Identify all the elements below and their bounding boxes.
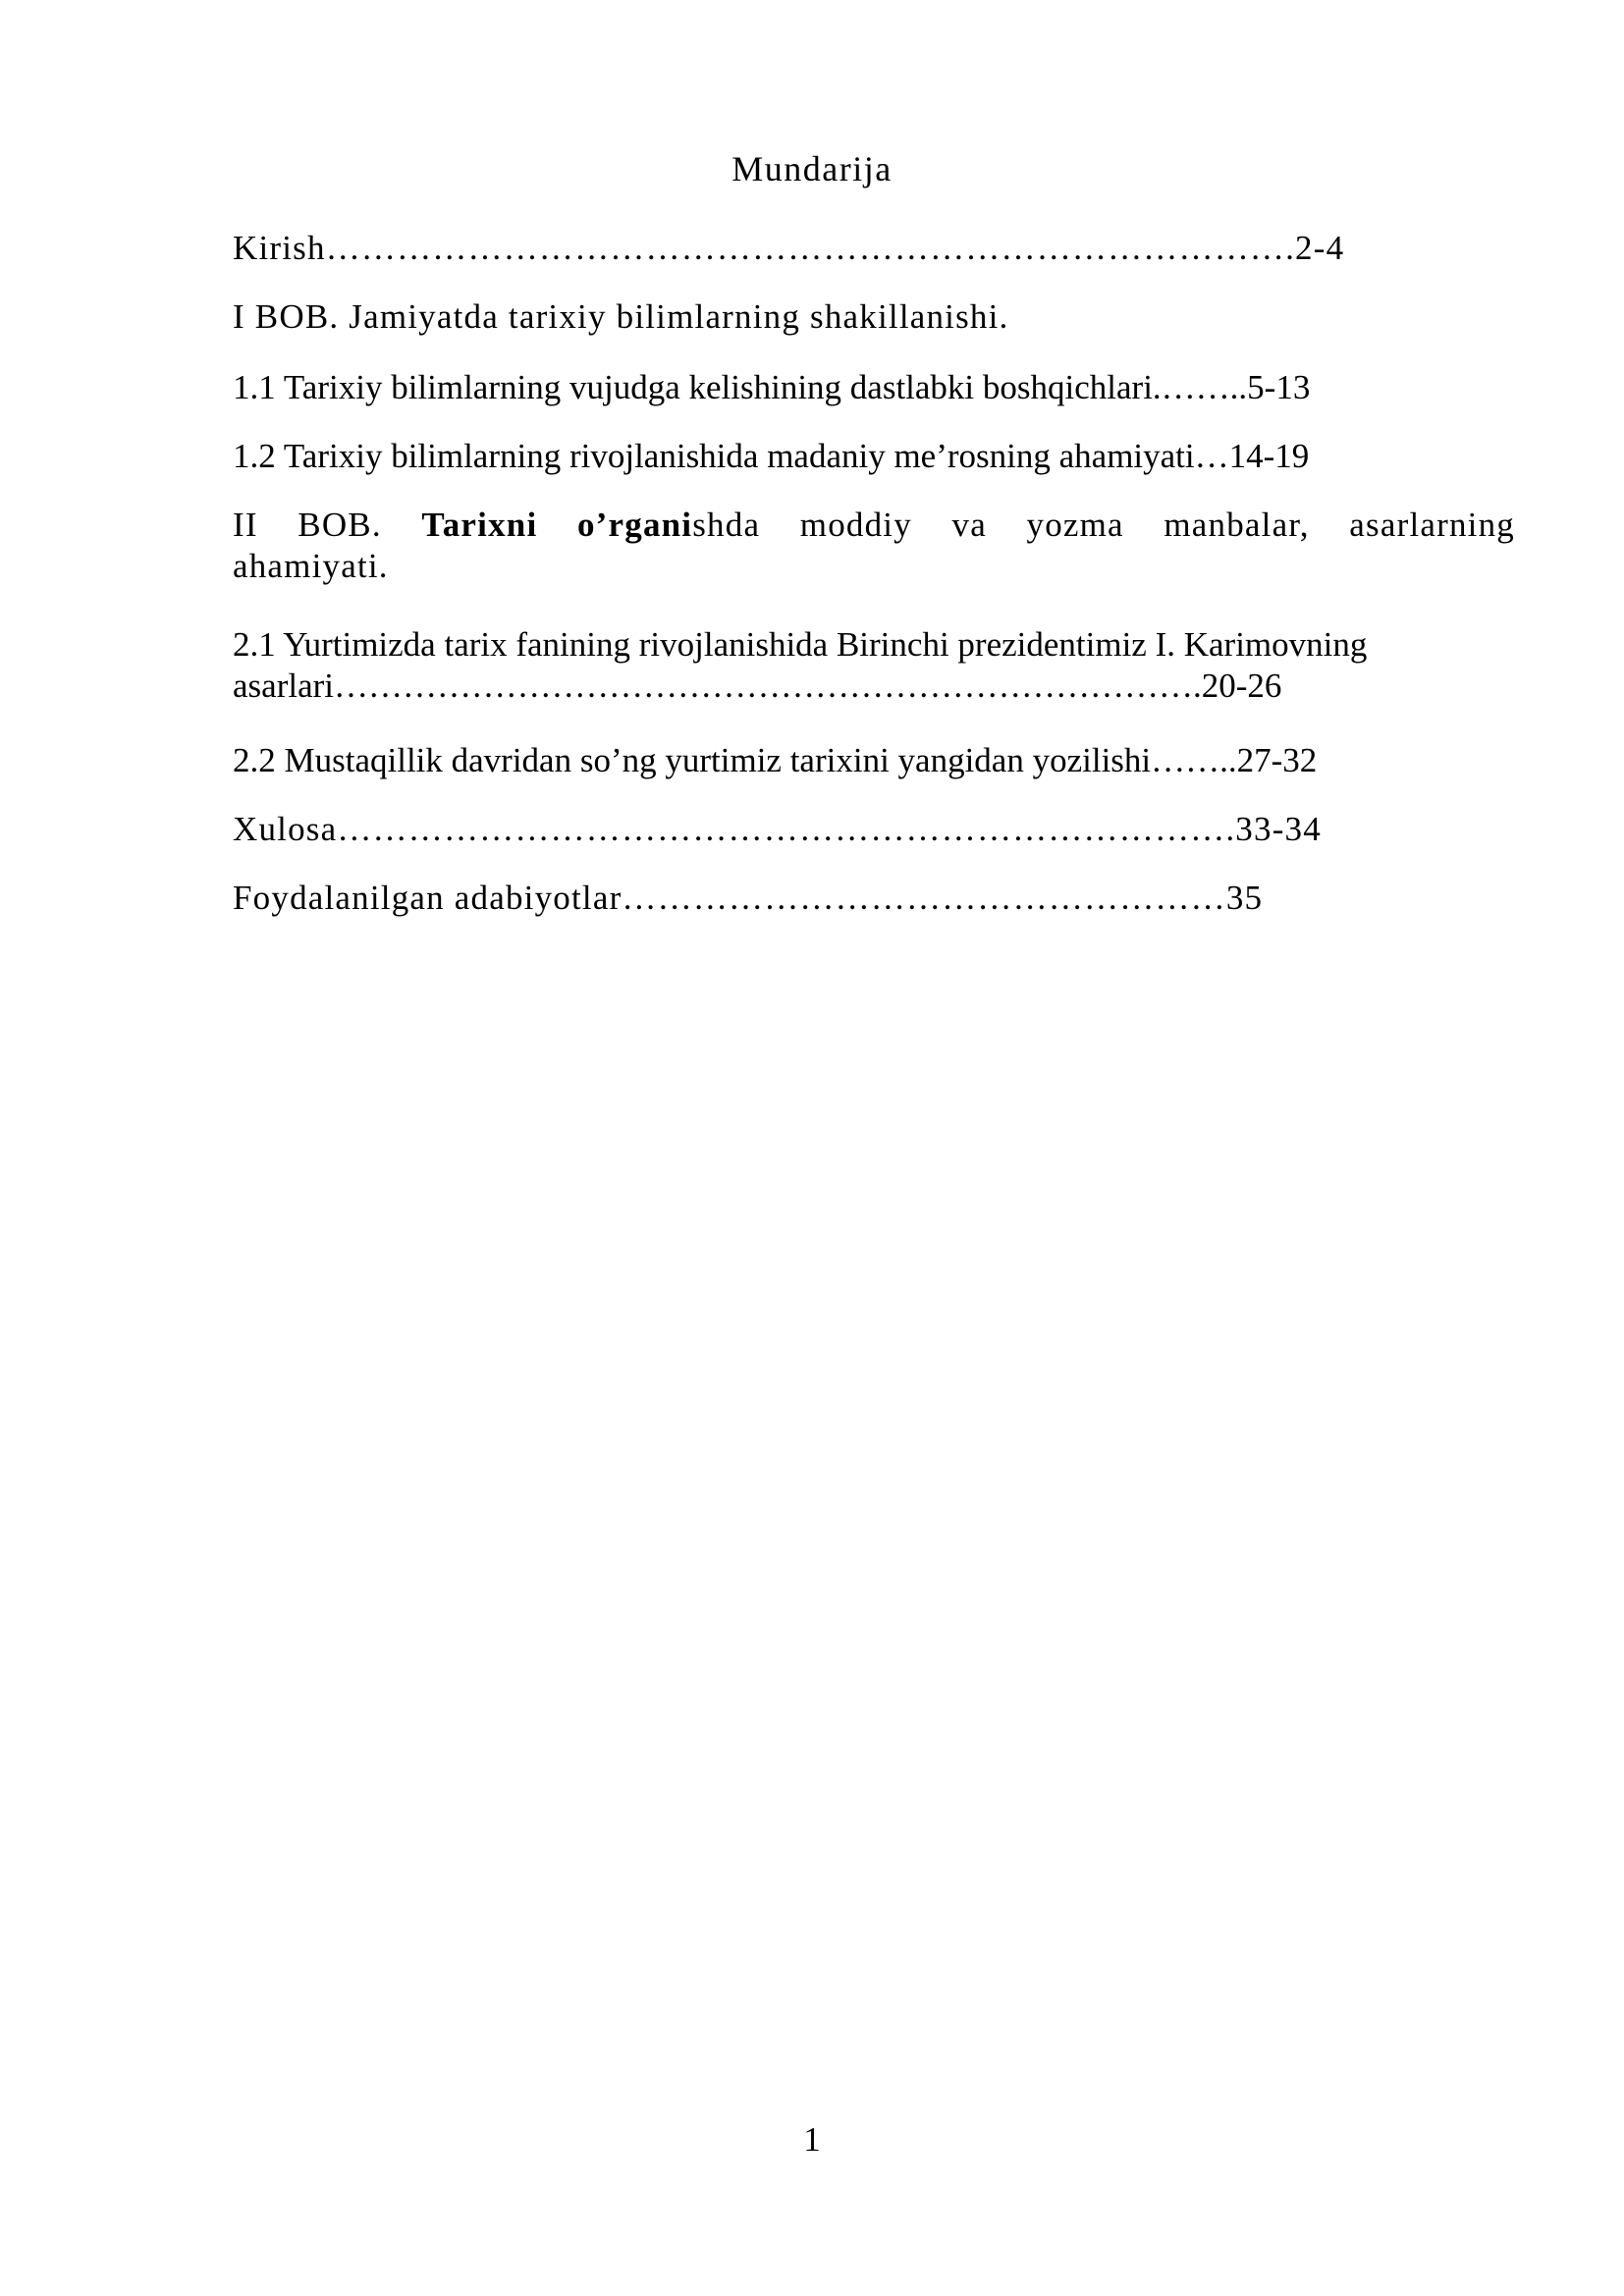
toc-chapter-2 [233,505,1515,587]
page-number: 1 [803,2120,821,2159]
toc-chapter-2-rest: shda moddiy va yozma manbalar, asarlarning [692,506,1515,544]
toc-chapter-2-line2: ahamiyati. [233,547,389,585]
toc-section-2-1-line2: asarlari………………………………………………………………….20-26 [233,667,1282,705]
toc-entry-kirish: Kirish……………………………………………………………………….2-4 [233,229,1345,267]
toc-section-2-1-line1: 2.1 Yurtimizda tarix fanining rivojlanishida Birinchi prezidentimiz I. Karimovning [233,625,1368,664]
toc-entry-adabiyotlar: Foydalanilgan adabiyotlar……………………………………………35 [233,879,1264,917]
toc-chapter-2-line1 [233,505,1515,546]
toc-entry-xulosa: Xulosa………………………………………………………………….33-34 [233,810,1322,848]
page-title: Mundarija [731,149,893,188]
toc-chapter-1: I BOB. Jamiyatda tarixiy bilimlarning shakillanishi. [233,297,1009,336]
toc-chapter-2-bold: Tarixni o’rgani [421,506,693,544]
toc-section-1-1: 1.1 Tarixiy bilimlarning vujudga kelishining dastlabki boshqichlari.……..5-13 [233,368,1311,406]
toc-section-1-2: 1.2 Tarixiy bilimlarning rivojlanishida madaniy me’rosning ahamiyati…14-19 [233,437,1310,475]
toc-section-2-2: 2.2 Mustaqillik davridan so’ng yurtimiz tarixini yangidan yozilishi……..27-32 [233,741,1318,779]
toc-chapter-2-prefix: II BOB. [233,506,422,544]
toc-section-2-1 [233,624,1515,707]
